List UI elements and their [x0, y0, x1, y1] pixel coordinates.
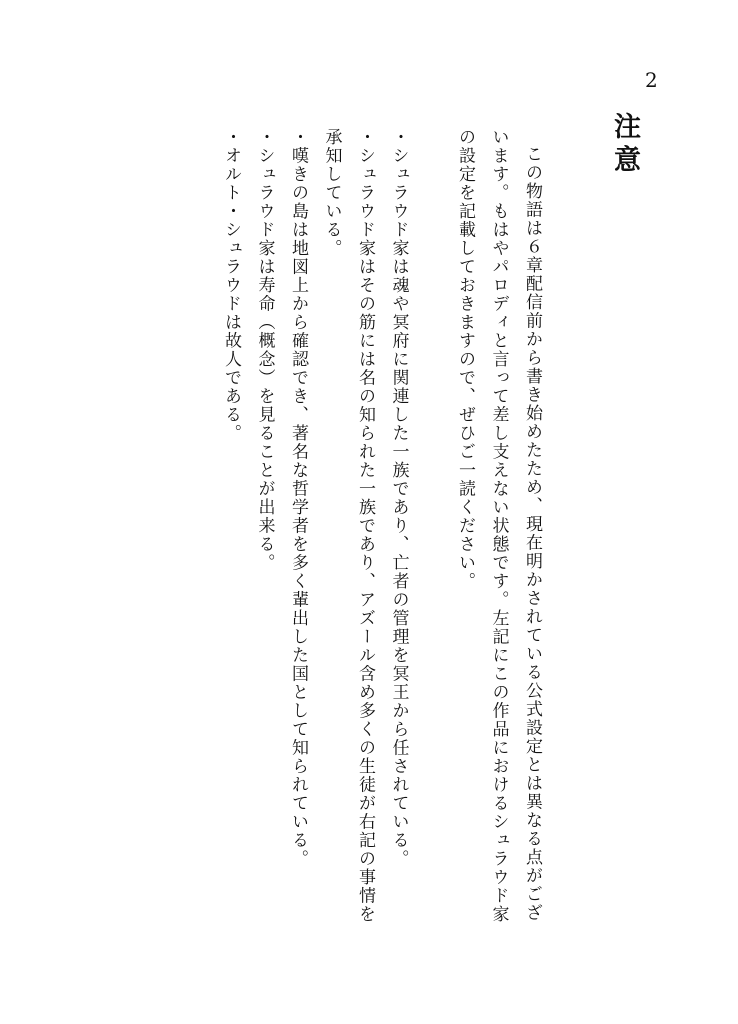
notice-body	[214, 128, 549, 938]
note-item-3: ・嘆きの島は地図上から確認でき、著名な哲学者を多く輩出した国として知られている。	[288, 128, 308, 868]
page-title: 注意	[609, 112, 640, 178]
intro-paragraph: この物語は６章配信前から書き始めたため、現在明かされている公式設定とは異なる点がございます。もはやパロディと言って差し支えない状態です。左記にこの作品におけるシュラウド家の設定を記載しておきますので、ぜひご一読ください。	[455, 128, 542, 924]
note-item-4: ・シュラウド家は寿命（概念）を見ることが出来る。	[254, 128, 275, 572]
page-number: 2	[645, 68, 658, 92]
note-item-1: ・シュラウド家は魂や冥府に関連した一族であり、亡者の管理を冥王から任されている。	[388, 128, 409, 868]
note-item-2: ・シュラウド家はその筋には名の知られた一族であり、アズール含め多くの生徒が右記の事情を承知している。	[321, 128, 375, 924]
paragraph-spacer	[415, 128, 448, 938]
note-item-5: ・オルト・シュラウドは故人である。	[221, 128, 241, 443]
